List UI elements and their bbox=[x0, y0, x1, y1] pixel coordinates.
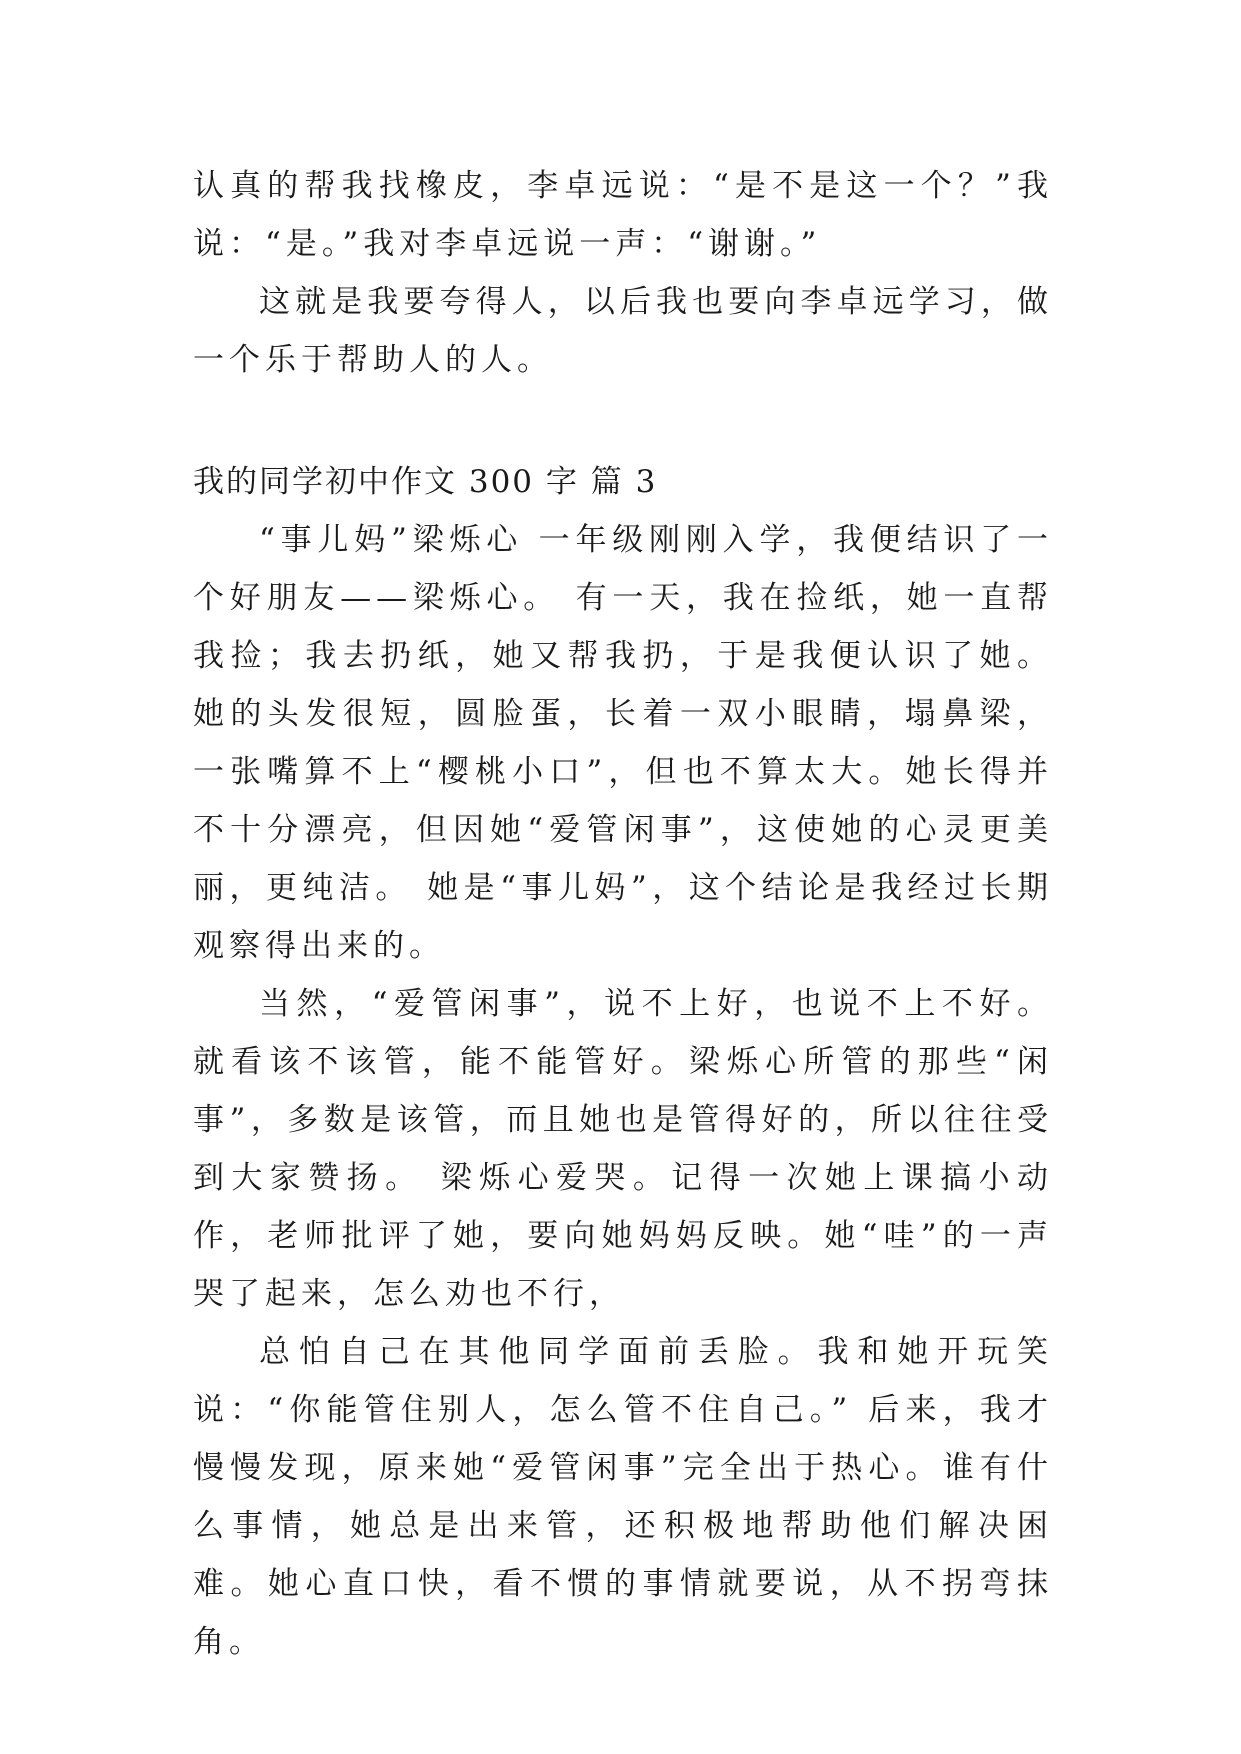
section-heading: 我的同学初中作文 300 字 篇 3 bbox=[193, 464, 658, 500]
paragraph-continued: 认真的帮我找橡皮，李卓远说：“是不是这一个？”我说：“是。”我对李卓远说一声：“谢谢。” bbox=[193, 168, 1053, 262]
paragraph-ending: 总怕自己在其他同学面前丢脸。我和她开玩笑说：“你能管住别人，怎么管不住自己。” 后来，我才慢慢发现，原来她“爱管闲事”完全出于热心。谁有什么事情，她总是出来管，还积极地帮助他们解决困难。她心直口快，看不惯的事情就要说，从不拐弯抹角。 bbox=[193, 1334, 1053, 1660]
paragraph-conclusion: 这就是我要夸得人，以后我也要向李卓远学习，做一个乐于帮助人的人。 bbox=[193, 284, 1053, 378]
paragraph-body: 当然，“爱管闲事”，说不上好，也说不上不好。就看该不该管，能不能管好。梁烁心所管的那些“闲事”，多数是该管，而且她也是管得好的，所以往往受到大家赞扬。 梁烁心爱哭。记得一次她上课搞小动作，老师批评了她，要向她妈妈反映。她“哇”的一声哭了起来，怎么劝也不行， bbox=[193, 986, 1053, 1312]
page-content bbox=[193, 157, 1053, 1671]
paragraph-intro: “事儿妈”梁烁心 一年级刚刚入学，我便结识了一个好朋友——梁烁心。 有一天，我在捡纸，她一直帮我捡；我去扔纸，她又帮我扔，于是我便认识了她。她的头发很短，圆脸蛋，长着一双小眼睛，塌鼻梁，一张嘴算不上“樱桃小口”，但也不算太大。她长得并不十分漂亮，但因她“爱管闲事”，这使她的心灵更美丽，更纯洁。 她是“事儿妈”，这个结论是我经过长期观察得出来的。 bbox=[193, 522, 1053, 964]
